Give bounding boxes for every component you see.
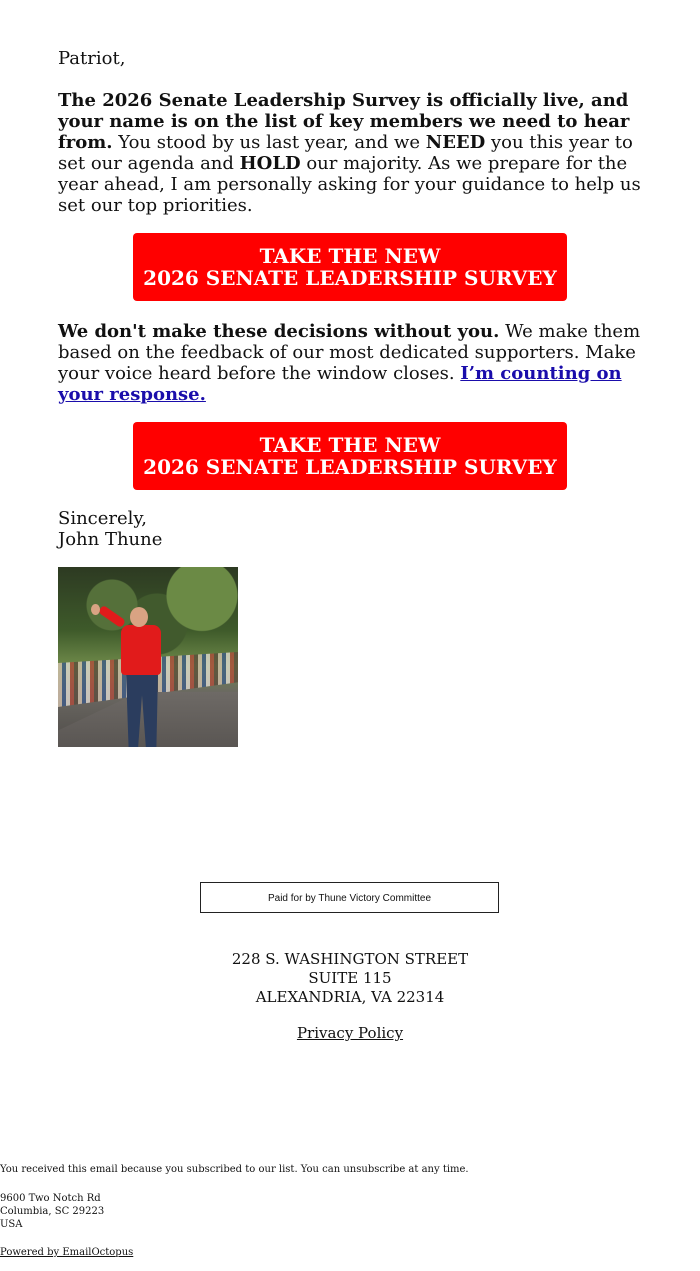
email-body (58, 48, 643, 747)
intro-text-3: our majority. As we prepare for the year ahead, I am personally asking for your guidance to help us set our top priorities. (58, 153, 641, 216)
email-footer (0, 1163, 469, 1259)
signoff (58, 508, 643, 550)
photo-waving-hand (91, 604, 100, 615)
cta-line-2: 2026 SENATE LEADERSHIP SURVEY (143, 266, 557, 290)
decisions-text: We make them based on the feedback of our most dedicated supporters. Make your voice heard before the window closes. (58, 321, 641, 384)
take-survey-button-1[interactable] (133, 233, 567, 301)
intro-text-2: you this year to set our agenda and (58, 132, 633, 174)
sender-address-line-2: Columbia, SC 29223 (0, 1206, 105, 1217)
cta-line-1: TAKE THE NEW (259, 433, 441, 457)
privacy-section (0, 1024, 700, 1042)
sender-address (0, 1192, 469, 1231)
privacy-policy-link[interactable]: Privacy Policy (296, 1024, 404, 1042)
photo-red-shirt (121, 625, 161, 675)
intro-paragraph (58, 90, 643, 216)
subscription-notice: You received this email because you subscribed to our list. You can unsubscribe at any time. (0, 1164, 469, 1175)
cta-line-1: TAKE THE NEW (259, 244, 441, 268)
intro-bold-lead: The 2026 Senate Leadership Survey is officially live, and your name is on the list of key members we need to hear from. (58, 90, 630, 153)
greeting: Patriot, (58, 48, 126, 69)
john-thune-photo (58, 567, 238, 747)
intro-text-1: You stood by us last year, and we (112, 132, 426, 153)
powered-by-emailoctopus-link[interactable]: Powered by EmailOctopus (0, 1247, 134, 1258)
committee-address (0, 950, 700, 1007)
decisions-bold-lead: We don't make these decisions without you. (58, 321, 500, 342)
decisions-paragraph (58, 321, 643, 405)
hold-emphasis: HOLD (239, 153, 301, 174)
signature-name: John Thune (58, 529, 163, 550)
sender-address-line-1: 9600 Two Notch Rd (0, 1193, 101, 1204)
closing: Sincerely, (58, 508, 147, 529)
counting-on-you-link[interactable]: I’m counting on your response. (58, 363, 622, 405)
address-line-3: ALEXANDRIA, VA 22314 (255, 988, 445, 1006)
take-survey-button-2[interactable] (133, 422, 567, 490)
paid-for-disclaimer: Paid for by Thune Victory Committee (200, 882, 499, 913)
need-emphasis: NEED (425, 132, 486, 153)
photo-head (130, 607, 148, 627)
powered-by (0, 1246, 469, 1259)
address-line-1: 228 S. WASHINGTON STREET (231, 950, 469, 968)
cta-line-2: 2026 SENATE LEADERSHIP SURVEY (143, 455, 557, 479)
address-line-2: SUITE 115 (308, 969, 392, 987)
sender-address-line-3: USA (0, 1219, 23, 1230)
